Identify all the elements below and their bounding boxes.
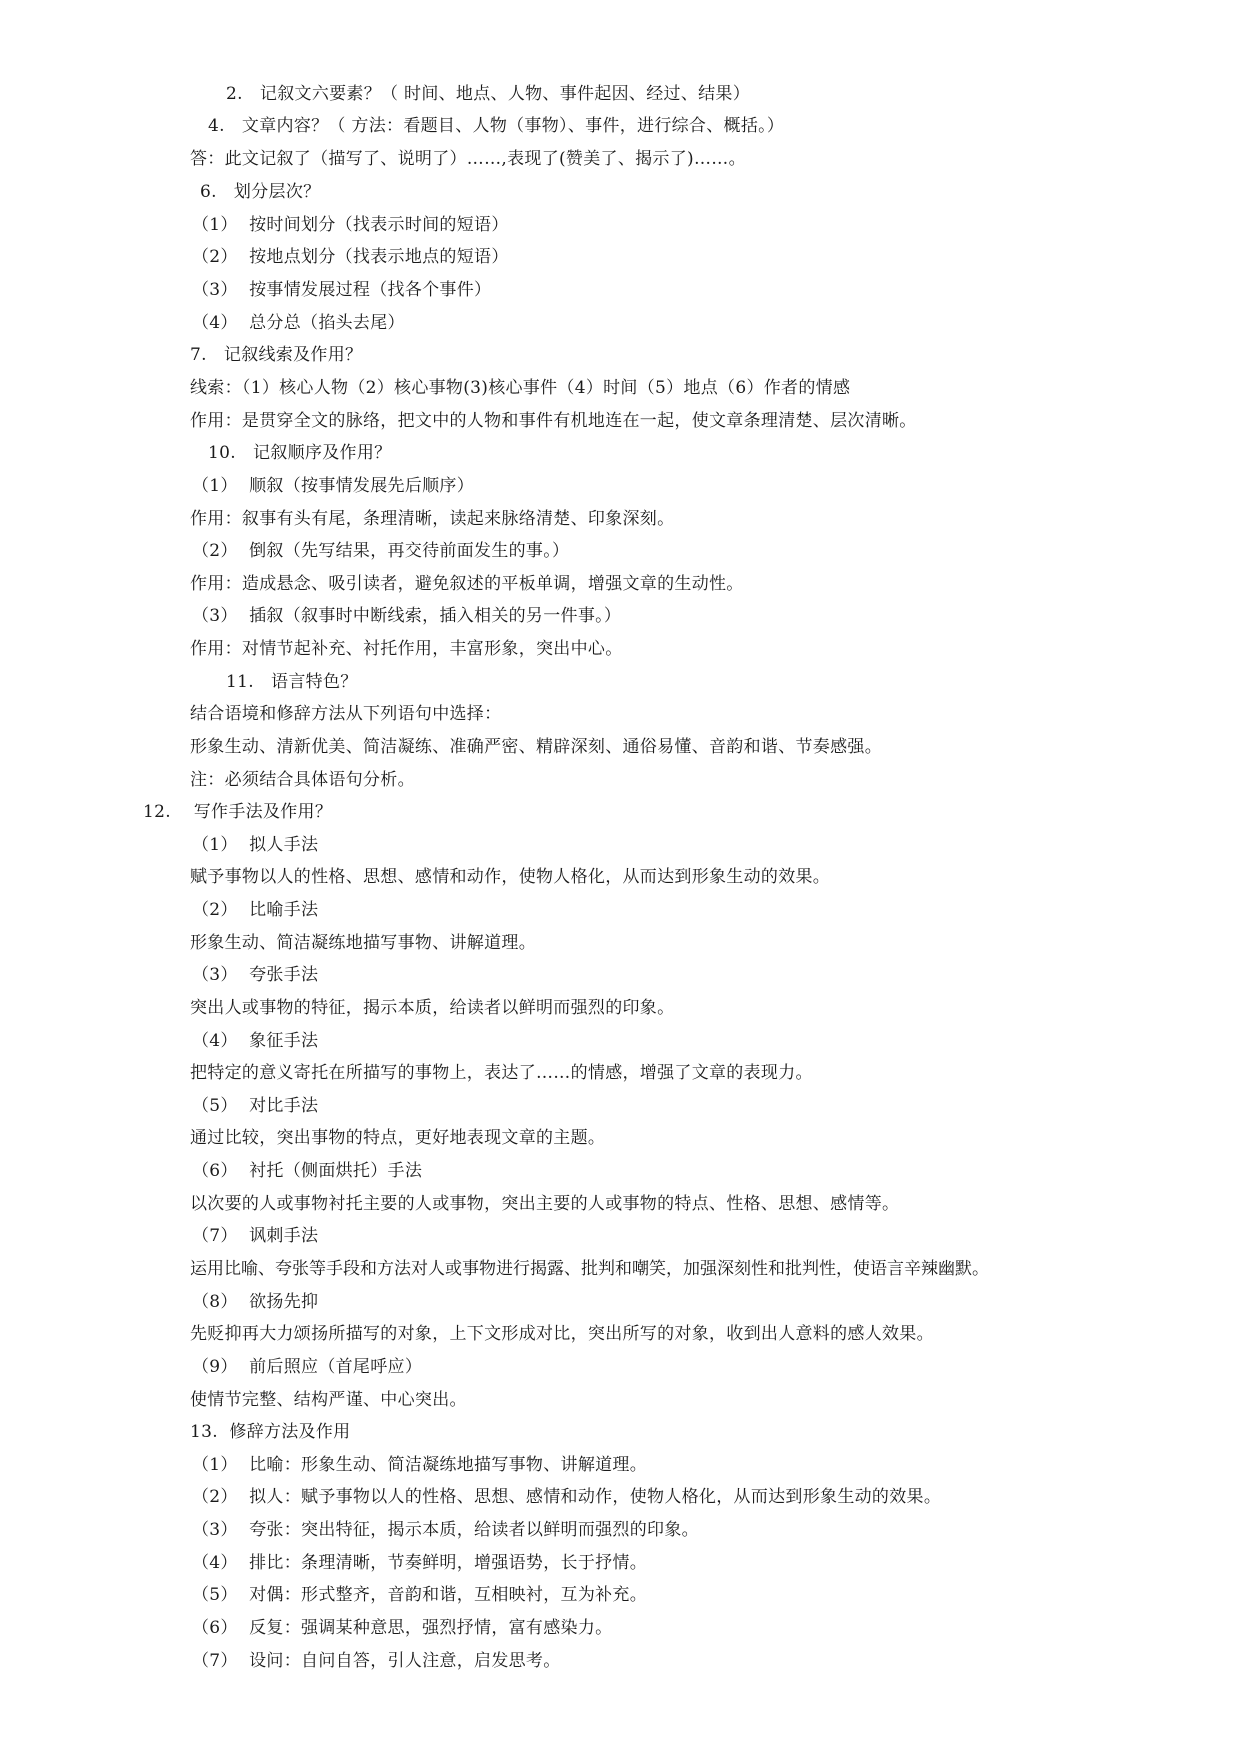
body-text: 形象生动、清新优美、简洁凝练、准确严密、精辟深刻、通俗易懂、音韵和谐、节奏感强。 [190, 737, 882, 757]
list-item: （6） 衬托（侧面烘托）手法 [192, 1161, 423, 1181]
list-item: （2） 拟人：赋予事物以人的性格、思想、感情和动作，使物人格化，从而达到形象生动的效果。 [192, 1487, 942, 1507]
list-item: （4） 排比：条理清晰，节奏鲜明，增强语势，长于抒情。 [192, 1553, 648, 1573]
list-item: （6） 反复：强调某种意思，强烈抒情，富有感染力。 [192, 1618, 613, 1638]
list-item: （8） 欲扬先抑 [192, 1292, 319, 1312]
item-12-heading: 12. 写作手法及作用？ [143, 802, 333, 822]
body-text: 把特定的意义寄托在所描写的事物上，表达了……的情感，增强了文章的表现力。 [190, 1063, 813, 1083]
list-item: （1） 拟人手法 [192, 835, 319, 855]
list-item: （1） 顺叙（按事情发展先后顺序） [192, 476, 475, 496]
list-item: （2） 倒叙（先写结果，再交待前面发生的事。） [192, 541, 570, 561]
item-6-heading: 6. 划分层次？ [200, 182, 321, 202]
body-text: 以次要的人或事物衬托主要的人或事物，突出主要的人或事物的特点、性格、思想、感情等。 [190, 1194, 900, 1214]
body-text: 作用：造成悬念、吸引读者，避免叙述的平板单调，增强文章的生动性。 [190, 574, 744, 594]
list-item: （4） 总分总（掐头去尾） [192, 313, 405, 333]
item-13-heading: 13. 修辞方法及作用 [190, 1422, 351, 1442]
answer-line: 答：此文记叙了（描写了、说明了）……,表现了(赞美了、揭示了)……。 [190, 149, 746, 169]
item-2-heading: 2. 记叙文六要素？（ 时间、地点、人物、事件起因、经过、结果） [226, 84, 751, 104]
list-item: （3） 插叙（叙事时中断线索，插入相关的另一件事。） [192, 606, 622, 626]
body-text: 线索：（1）核心人物（2）核心事物(3)核心事件（4）时间（5）地点（6）作者的情感 [190, 378, 851, 398]
item-11-heading: 11. 语言特色？ [226, 672, 358, 692]
body-text: 突出人或事物的特征，揭示本质，给读者以鲜明而强烈的印象。 [190, 998, 675, 1018]
body-text: 运用比喻、夸张等手段和方法对人或事物进行揭露、批判和嘲笑，加强深刻性和批判性，使语言辛辣幽默。 [190, 1259, 989, 1279]
list-item: （7） 讽刺手法 [192, 1226, 319, 1246]
list-item: （5） 对偶：形式整齐，音韵和谐，互相映衬，互为补充。 [192, 1585, 648, 1605]
body-text: 赋予事物以人的性格、思想、感情和动作，使物人格化，从而达到形象生动的效果。 [190, 867, 831, 887]
list-item: （2） 按地点划分（找表示地点的短语） [192, 247, 509, 267]
body-text: 结合语境和修辞方法从下列语句中选择： [190, 704, 502, 724]
list-item: （1） 按时间划分（找表示时间的短语） [192, 215, 509, 235]
body-text: 先贬抑再大力颂扬所描写的对象，上下文形成对比，突出所写的对象，收到出人意料的感人效果。 [190, 1324, 934, 1344]
body-text: 作用：是贯穿全文的脉络，把文中的人物和事件有机地连在一起，使文章条理清楚、层次清晰。 [190, 411, 917, 431]
body-text: 使情节完整、结构严谨、中心突出。 [190, 1390, 467, 1410]
list-item: （4） 象征手法 [192, 1031, 319, 1051]
body-text: 作用：叙事有头有尾，条理清晰，读起来脉络清楚、印象深刻。 [190, 509, 675, 529]
list-item: （5） 对比手法 [192, 1096, 319, 1116]
list-item: （9） 前后照应（首尾呼应） [192, 1357, 423, 1377]
list-item: （3） 夸张：突出特征，揭示本质，给读者以鲜明而强烈的印象。 [192, 1520, 699, 1540]
body-text: 通过比较，突出事物的特点，更好地表现文章的主题。 [190, 1128, 606, 1148]
list-item: （1） 比喻：形象生动、简洁凝练地描写事物、讲解道理。 [192, 1455, 648, 1475]
list-item: （2） 比喻手法 [192, 900, 319, 920]
body-text: 形象生动、简洁凝练地描写事物、讲解道理。 [190, 933, 536, 953]
list-item: （7） 设问：自问自答，引人注意，启发思考。 [192, 1651, 561, 1671]
item-7-heading: 7. 记叙线索及作用？ [190, 345, 363, 365]
note-text: 注：必须结合具体语句分析。 [190, 770, 415, 790]
list-item: （3） 按事情发展过程（找各个事件） [192, 280, 492, 300]
item-10-heading: 10. 记叙顺序及作用？ [208, 443, 392, 463]
body-text: 作用：对情节起补充、衬托作用，丰富形象，突出中心。 [190, 639, 623, 659]
item-4-heading: 4. 文章内容？（ 方法：看题目、人物（事物）、事件，进行综合、概括。） [208, 116, 785, 136]
list-item: （3） 夸张手法 [192, 965, 319, 985]
